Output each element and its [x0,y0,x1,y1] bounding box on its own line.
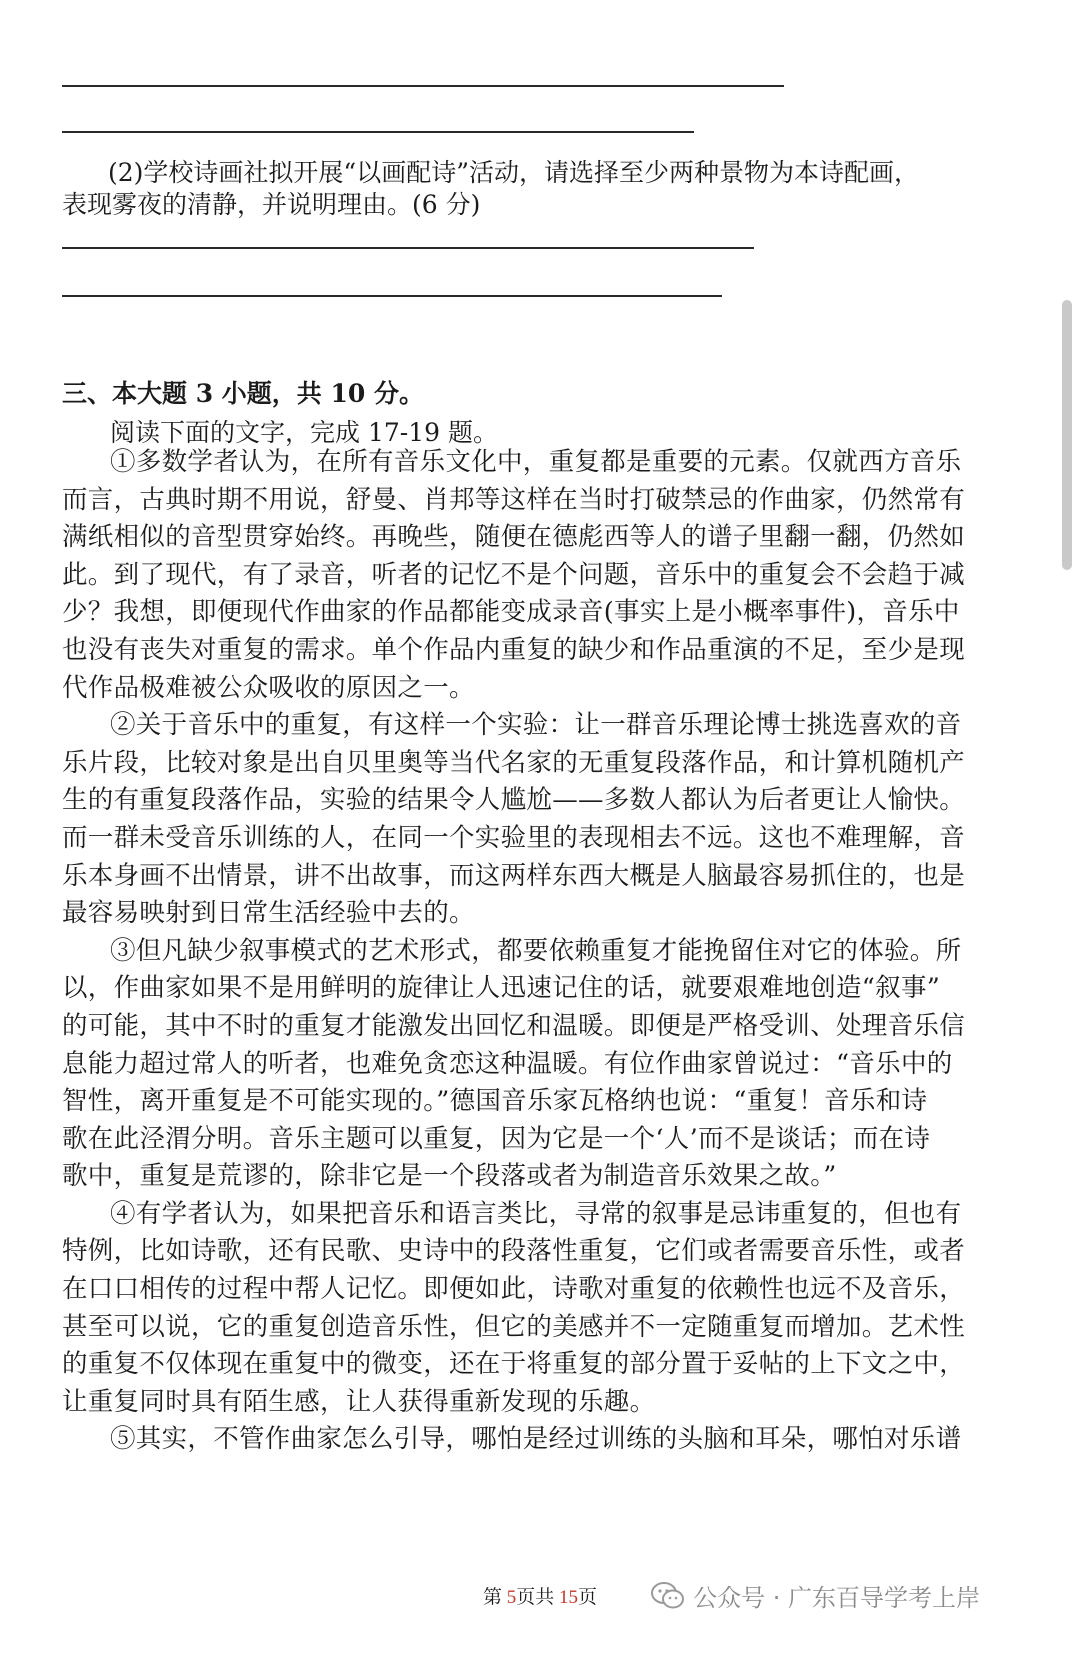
passage-line: 满纸相似的音型贯穿始终。再晚些，随便在德彪西等人的谱子里翻一翻，仍然如 [62,522,966,553]
passage-line: ①多数学者认为，在所有音乐文化中，重复都是重要的元素。仅就西方音乐 [110,447,962,477]
reading-passage [62,444,1012,1459]
passage-line: 乐片段，比较对象是出自贝里奥等当代名家的无重复段落作品，和计算机随机产 [62,747,966,778]
page-label: 页共 [516,1587,559,1608]
section-title: 三、本大题 3 小题，共 10 分。 [62,379,425,408]
answer-line [62,131,694,133]
passage-line: 乐本身画不出情景，讲不出故事，而这两样东西大概是人脑最容易抓住的，也是 [62,860,966,891]
passage-line: ⑤其实，不管作曲家怎么引导，哪怕是经过训练的头脑和耳朵，哪怕对乐谱 [110,1424,962,1455]
passage-paragraph [62,933,1012,1196]
current-page: 5 [506,1587,517,1608]
passage-line: 此。到了现代，有了录音，听者的记忆不是个问题，音乐中的重复会不会趋于减 [62,559,966,590]
passage-line: 的可能，其中不时的重复才能激发出回忆和温暖。即便是严格受训、处理音乐信 [62,1010,966,1041]
wechat-icon [651,1581,685,1611]
answer-line [62,247,754,249]
passage-paragraph [62,1196,1012,1422]
passage-line: 少？我想，即便现代作曲家的作品都能变成录音(事实上是小概率事件)，音乐中 [62,597,960,628]
passage-line: 的重复不仅体现在重复中的微变，还在于将重复的部分置于妥帖的上下文之中， [62,1349,966,1380]
watermark-text: 公众号 · 广东百导学考上岸 [693,1584,980,1612]
reading-instruction: 阅读下面的文字，完成 17-19 题。 [110,418,498,447]
answer-line [62,85,784,87]
passage-line: ④有学者认为，如果把音乐和语言类比，寻常的叙事是忌讳重复的，但也有 [110,1198,962,1229]
question-text: (2)学校诗画社拟开展“以画配诗”活动，请选择至少两种景物为本诗配画， [108,158,919,187]
passage-line: 以，作曲家如果不是用鲜明的旋律让人迅速记住的话，就要艰难地创造“叙事” [62,973,941,1004]
passage-line: ③但凡缺少叙事模式的艺术形式，都要依赖重复才能挽留住对它的体验。所 [110,935,962,966]
passage-line: 特例，比如诗歌，还有民歌、史诗中的段落性重复，它们或者需要音乐性，或者 [62,1236,966,1267]
passage-paragraph [62,707,1012,933]
passage-line: 生的有重复段落作品，实验的结果令人尴尬——多数人都认为后者更让人愉快。 [62,785,966,816]
passage-line: 息能力超过常人的听者，也难免贪恋这种温暖。有位作曲家曾说过：“音乐中的 [62,1048,953,1079]
passage-line: ②关于音乐中的重复，有这样一个实验：让一群音乐理论博士挑选喜欢的音 [110,710,962,741]
passage-line: 智性，离开重复是不可能实现的。”德国音乐家瓦格纳也说：“重复！音乐和诗 [62,1086,928,1117]
answer-line [62,295,722,297]
question-text: 表现雾夜的清静，并说明理由。(6 分) [62,190,481,219]
passage-line: 也没有丧失对重复的需求。单个作品内重复的缺少和作品重演的不足，至少是现 [62,634,966,665]
passage-line: 让重复同时具有陌生感，让人获得重新发现的乐趣。 [62,1386,656,1417]
page-label: 页 [578,1587,598,1608]
passage-paragraph [62,444,1012,707]
passage-line: 歌中，重复是荒谬的，除非它是一个段落或者为制造音乐效果之故。” [62,1161,837,1192]
passage-line: 歌在此泾渭分明。音乐主题可以重复，因为它是一个‘人’而不是谈话；而在诗 [62,1123,931,1154]
scrollbar[interactable] [1062,300,1072,570]
passage-paragraph [62,1421,1012,1459]
passage-line: 而一群未受音乐训练的人，在同一个实验里的表现相去不远。这也不难理解，音 [62,822,966,853]
passage-line: 在口口相传的过程中帮人记忆。即便如此，诗歌对重复的依赖性也远不及音乐， [62,1274,966,1305]
passage-line: 代作品极难被公众吸收的原因之一。 [62,672,475,703]
total-pages: 15 [559,1587,578,1608]
watermark [651,1578,980,1613]
passage-line: 甚至可以说，它的重复创造音乐性，但它的美感并不一定随重复而增加。艺术性 [62,1311,966,1342]
passage-line: 而言，古典时期不用说，舒曼、肖邦等这样在当时打破禁忌的作曲家，仍然常有 [62,484,966,515]
page-label: 第 [482,1587,507,1608]
passage-line: 最容易映射到日常生活经验中去的。 [62,898,475,929]
